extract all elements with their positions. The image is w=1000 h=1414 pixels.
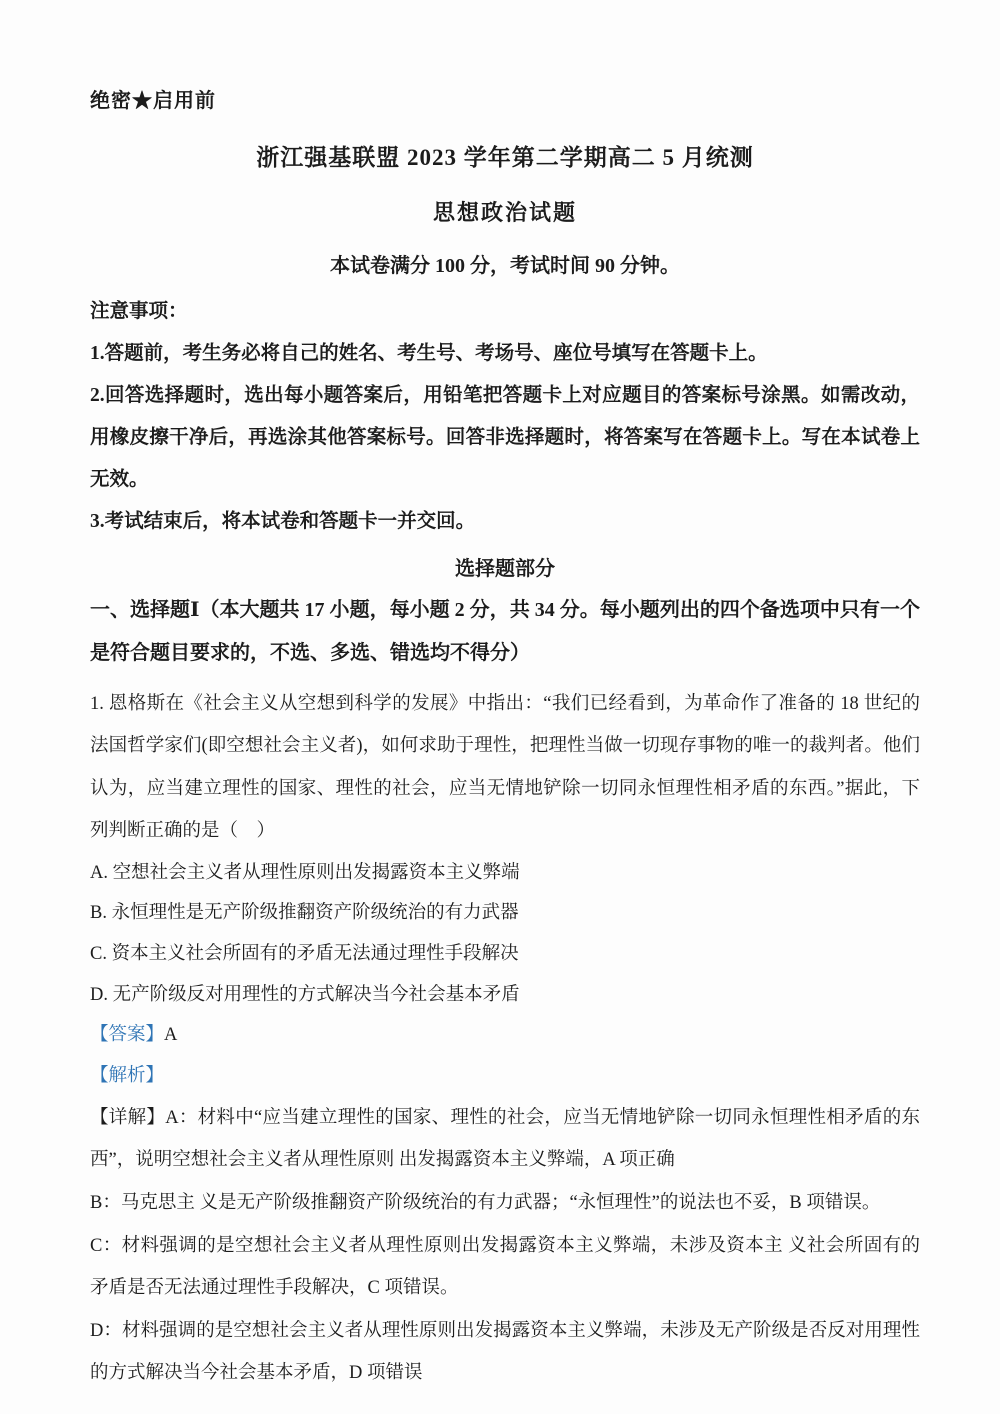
answer-value: A — [164, 1025, 178, 1046]
section-instruction: 一、选择题Ⅰ（本大题共 17 小题，每小题 2 分，共 34 分。每小题列出的四个备选项中只有一个是符合题目要求的，不选、多选、错选均不得分） — [90, 598, 920, 664]
notice-section — [90, 292, 920, 543]
notice-item-1: 1.答题前，考生务必将自己的姓名、考生号、考场号、座位号填写在答题卡上。 — [90, 342, 768, 364]
notice-item-3: 3.考试结束后，将本试卷和答题卡一并交回。 — [90, 510, 476, 532]
analysis-label: 【解析】 — [90, 1066, 165, 1087]
explanation-paragraph-c: C：材料强调的是空想社会主义者从理性原则出发揭露资本主义弊端，未涉及资本主 义社会所固有的矛盾是否无法通过理性手段解决，C 项错误。 — [90, 1235, 920, 1299]
exam-title: 浙江强基联盟 2023 学年第二学期高二 5 月统测 — [256, 145, 754, 170]
question-1-stem: 1. 恩格斯在《社会主义从空想到科学的发展》中指出：“我们已经看到，为革命作了准备的 18 世纪的法国哲学家们(即空想社会主义者)，如何求助于理性，把理性当做一切现存事物的唯一的裁判者。他们认为，应当建立理性的国家、理性的社会，应当无情地铲除一切同永恒理性相矛盾的东西。”据此，下列判断正确的是（ ） — [90, 693, 920, 842]
analysis-line — [90, 1056, 920, 1097]
explanation-paragraph-b: B：马克思主 义是无产阶级推翻资产阶级统治的有力武器；“永恒理性”的说法也不妥，B 项错误。 — [90, 1192, 881, 1213]
classification-banner: 绝密★启用前 — [90, 90, 216, 112]
explanation-label: 【详解】 — [90, 1107, 166, 1128]
answer-line — [90, 1015, 920, 1056]
question-1-option-c: C. 资本主义社会所固有的矛盾无法通过理性手段解决 — [90, 944, 519, 965]
explanation-paragraph-a — [90, 1097, 920, 1182]
notice-item-2: 2.回答选择题时，选出每小题答案后，用铅笔把答题卡上对应题目的答案标号涂黑。如需改动，用橡皮擦干净后，再选涂其他答案标号。回答非选择题时，将答案写在答题卡上。写在本试卷上无效。 — [90, 384, 920, 490]
notice-heading: 注意事项： — [90, 301, 188, 322]
explanation-paragraph-d: D：材料强调的是空想社会主义者从理性原则出发揭露资本主义弊端，未涉及无产阶级是否反对用理性的方式解决当今社会基本矛盾，D 项错误 — [90, 1320, 920, 1384]
exam-score-duration-info: 本试卷满分 100 分，考试时间 90 分钟。 — [330, 255, 680, 277]
explanation-text-a: A：材料中“应当建立理性的国家、理性的社会，应当无情地铲除一切同永恒理性相矛盾的东西”，说明空想社会主义者从理性原则 出发揭露资本主义弊端，A 项正确 — [90, 1107, 920, 1171]
section-heading: 选择题部分 — [455, 557, 555, 580]
question-1-option-d: D. 无产阶级反对用理性的方式解决当今社会基本矛盾 — [90, 984, 520, 1005]
question-1-option-b: B. 永恒理性是无产阶级推翻资产阶级统治的有力武器 — [90, 903, 519, 924]
exam-subject-title: 思想政治试题 — [432, 200, 577, 225]
answer-label: 【答案】 — [90, 1025, 165, 1046]
question-1-option-a: A. 空想社会主义者从理性原则出发揭露资本主义弊端 — [90, 862, 520, 883]
